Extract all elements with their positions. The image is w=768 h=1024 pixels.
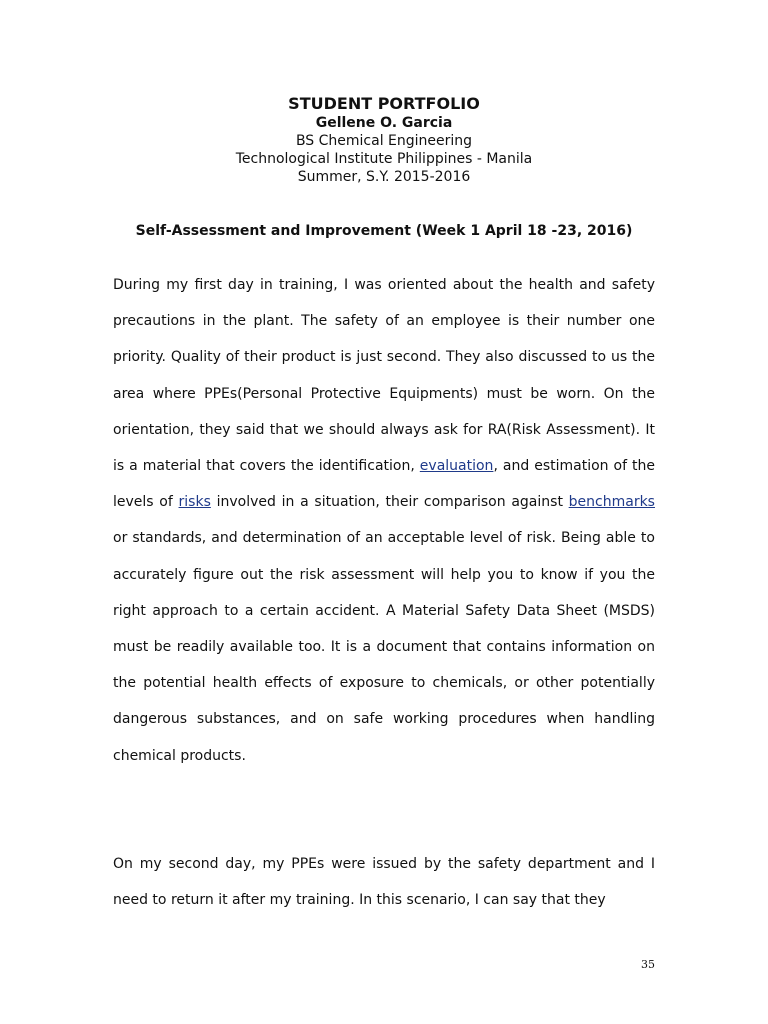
school-name: Technological Institute Philippines - Manila <box>235 151 533 167</box>
paragraph-text: , and estimation of the levels of <box>113 458 655 511</box>
document-title: STUDENT PORTFOLIO <box>288 94 480 113</box>
benchmarks-link[interactable]: benchmarks <box>568 494 655 511</box>
school-term: Summer, S.Y. 2015-2016 <box>297 169 471 185</box>
portfolio-header <box>0 94 768 186</box>
program-name: BS Chemical Engineering <box>295 133 473 149</box>
paragraph-text: During my first day in training, I was oriented about the health and safety precautions in the plant. The safety of an employee is their number one priority. Quality of their product is just second. They also discussed to us the area where PPEs(Personal Protective Equipments) must be worn. On the orientation, they said that we should always ask for RA(Risk Assessment). It is a material that covers the identification, <box>113 277 655 475</box>
paragraph-second-day: On my second day, my PPEs were issued by the safety department and I need to return it after my training. In this scenario, I can say that they <box>113 856 655 909</box>
author-name: Gellene O. Garcia <box>315 115 453 131</box>
paragraph-first-day <box>113 267 655 774</box>
section-heading: Self-Assessment and Improvement (Week 1 April 18 -23, 2016) <box>135 223 633 239</box>
evaluation-link[interactable]: evaluation <box>419 458 494 475</box>
paragraph-text: or standards, and determination of an acceptable level of risk. Being able to accurately figure out the risk assessment will help you to know if you the right approach to a certain accident. A Material Safety Data Sheet (MSDS) must be readily available too. It is a document that contains information on the potential health effects of exposure to chemicals, or other potentially dangerous substances, and on safe working procedures when handling chemical products. <box>113 530 655 764</box>
page-number: 35 <box>641 958 655 971</box>
paragraph-text: involved in a situation, their comparison against <box>210 494 569 511</box>
risks-link[interactable]: risks <box>178 494 211 511</box>
